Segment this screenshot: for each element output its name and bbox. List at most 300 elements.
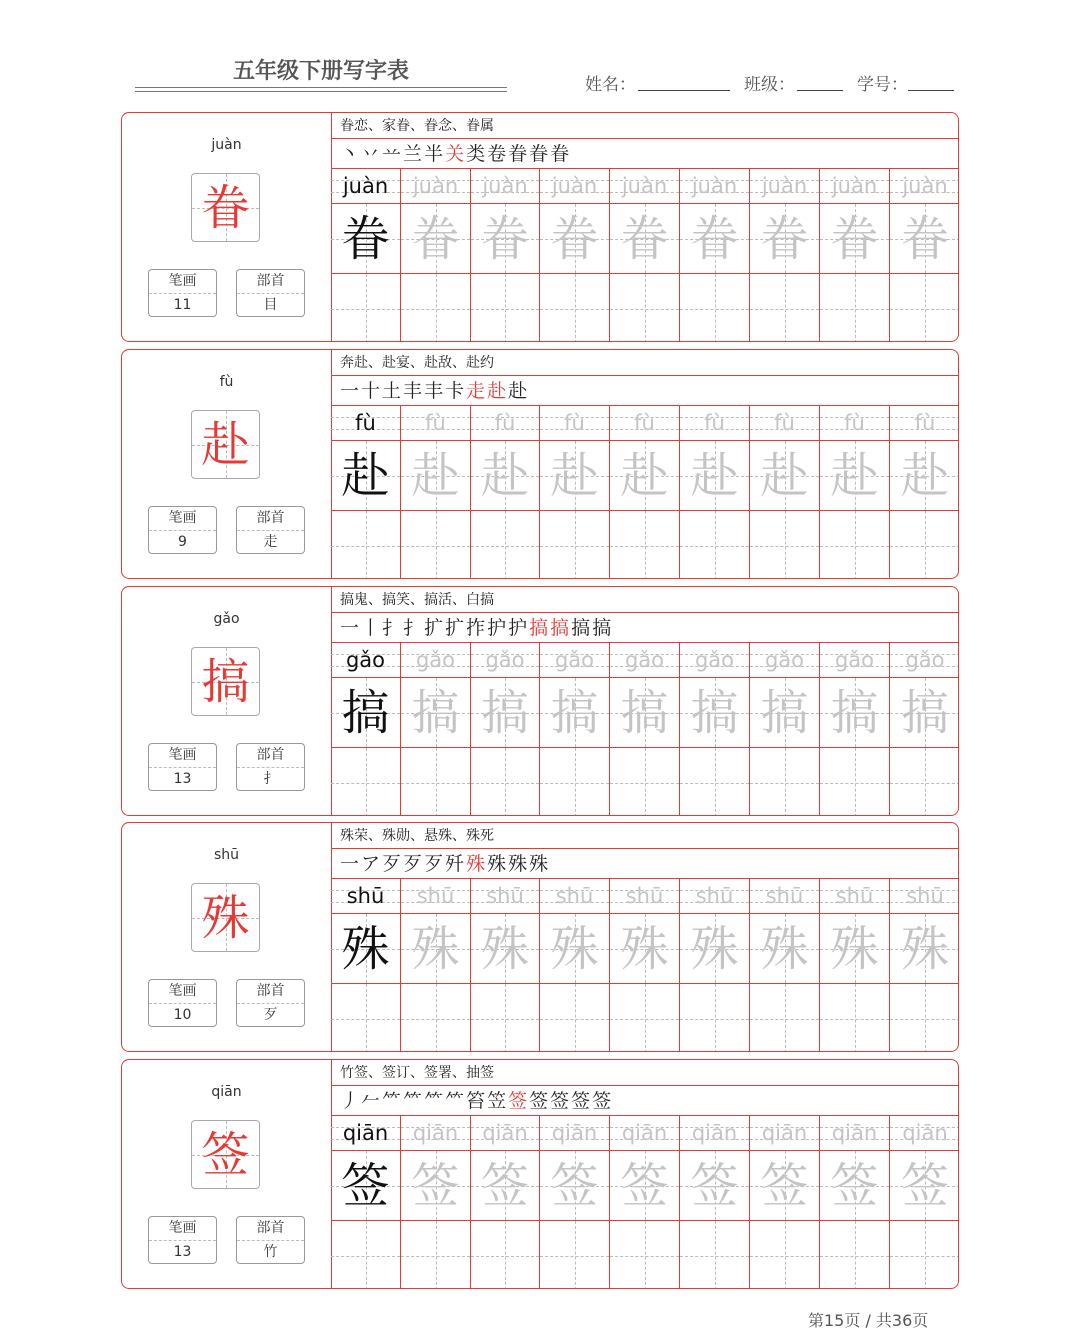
pinyin-cell[interactable] bbox=[680, 169, 750, 204]
radical-label: 部首 bbox=[237, 980, 304, 1004]
blank-writing-cell[interactable] bbox=[750, 1221, 820, 1289]
character-trace: 搞 bbox=[760, 685, 809, 741]
practice-grid bbox=[331, 879, 959, 1052]
pinyin-trace: juàn bbox=[902, 174, 948, 198]
blank-writing-cell[interactable] bbox=[820, 748, 890, 816]
tracing-cell[interactable] bbox=[890, 204, 959, 274]
pinyin-label: gǎo bbox=[213, 611, 240, 627]
blank-writing-cell[interactable] bbox=[680, 274, 750, 342]
stroke-count-value: 13 bbox=[173, 1244, 192, 1260]
blank-writing-cell[interactable] bbox=[820, 511, 890, 579]
pinyin-cell[interactable] bbox=[401, 169, 471, 204]
blank-writing-cell[interactable] bbox=[680, 748, 750, 816]
pinyin-trace: gǎo bbox=[764, 648, 805, 672]
blank-writing-cell[interactable] bbox=[331, 511, 401, 579]
character-trace: 搞 bbox=[830, 685, 879, 741]
pinyin-cell[interactable] bbox=[540, 169, 610, 204]
pinyin-cell[interactable] bbox=[401, 1116, 471, 1151]
stroke-step: 类 bbox=[466, 143, 488, 165]
pinyin-trace: juàn bbox=[831, 174, 878, 198]
number-label: 学号： bbox=[857, 75, 908, 95]
blank-writing-cell[interactable] bbox=[540, 1221, 610, 1289]
stroke-step: 赴 bbox=[487, 380, 509, 402]
practice-grid bbox=[331, 643, 959, 816]
blank-writing-cell[interactable] bbox=[750, 984, 820, 1052]
pinyin-cell[interactable] bbox=[820, 1116, 890, 1151]
tracing-cell[interactable] bbox=[540, 204, 610, 274]
stroke-step: ⺮ bbox=[382, 1090, 404, 1112]
tracing-cell[interactable] bbox=[750, 678, 820, 748]
blank-writing-cell[interactable] bbox=[890, 1221, 959, 1289]
blank-writing-cell[interactable] bbox=[610, 748, 680, 816]
name-label: 姓名： bbox=[585, 75, 636, 95]
character-model: 殊 bbox=[341, 921, 390, 977]
radical-value: 扌 bbox=[263, 771, 278, 787]
stroke-step: 半 bbox=[424, 143, 446, 165]
character-trace: 搞 bbox=[550, 685, 599, 741]
stroke-step: 殊 bbox=[487, 853, 509, 875]
character-box bbox=[191, 883, 260, 952]
pinyin-cell[interactable] bbox=[820, 169, 890, 204]
stroke-step: 眷 bbox=[529, 143, 551, 165]
tracing-cell[interactable] bbox=[471, 441, 540, 511]
stroke-step: 扩 bbox=[424, 617, 446, 639]
pinyin-trace: fù bbox=[634, 411, 655, 435]
stroke-order bbox=[331, 376, 959, 406]
blank-writing-cell[interactable] bbox=[540, 748, 610, 816]
pinyin-trace: shū bbox=[695, 884, 734, 908]
pinyin-label: fù bbox=[219, 374, 234, 390]
blank-writing-cell[interactable] bbox=[401, 1221, 471, 1289]
character-trace: 眷 bbox=[830, 211, 879, 267]
pinyin-cell[interactable] bbox=[540, 643, 610, 678]
pinyin-trace: gǎo bbox=[415, 648, 456, 672]
pinyin-trace: fù bbox=[844, 411, 865, 435]
character-trace: 赴 bbox=[620, 448, 669, 504]
radical-box bbox=[236, 269, 305, 317]
stroke-step: 丶 bbox=[340, 143, 362, 165]
pinyin-cell[interactable] bbox=[750, 879, 820, 914]
stroke-step: 扌 bbox=[382, 617, 404, 639]
character-trace: 殊 bbox=[760, 921, 809, 977]
character-trace: 搞 bbox=[900, 685, 949, 741]
pinyin-cell[interactable] bbox=[540, 879, 610, 914]
tracing-cell[interactable] bbox=[890, 441, 959, 511]
tracing-cell[interactable] bbox=[401, 441, 471, 511]
stroke-order bbox=[331, 1086, 959, 1116]
pinyin-cell[interactable] bbox=[331, 879, 401, 914]
tracing-cell[interactable] bbox=[610, 1151, 680, 1221]
blank-writing-cell[interactable] bbox=[331, 984, 401, 1052]
blank-writing-cell[interactable] bbox=[890, 748, 959, 816]
blank-writing-cell[interactable] bbox=[890, 984, 959, 1052]
character-trace: 签 bbox=[550, 1158, 599, 1214]
tracing-cell[interactable] bbox=[680, 1151, 750, 1221]
stroke-step: 丰 bbox=[424, 380, 446, 402]
model-character: 搞 bbox=[201, 654, 250, 710]
pinyin-cell[interactable] bbox=[680, 879, 750, 914]
tracing-cell[interactable] bbox=[401, 914, 471, 984]
character-trace: 赴 bbox=[550, 448, 599, 504]
model-character: 殊 bbox=[201, 890, 250, 946]
tracing-cell[interactable] bbox=[610, 204, 680, 274]
tracing-cell[interactable] bbox=[680, 441, 750, 511]
tracing-cell[interactable] bbox=[540, 1151, 610, 1221]
stroke-step: 卷 bbox=[487, 143, 509, 165]
blank-writing-cell[interactable] bbox=[540, 984, 610, 1052]
pinyin-trace: shū bbox=[906, 884, 944, 908]
pinyin-cell[interactable] bbox=[890, 406, 959, 441]
pinyin-cell[interactable] bbox=[540, 1116, 610, 1151]
stroke-count-value: 13 bbox=[173, 771, 192, 787]
tracing-cell[interactable] bbox=[680, 204, 750, 274]
character-trace: 签 bbox=[411, 1158, 460, 1214]
blank-writing-cell[interactable] bbox=[331, 1221, 401, 1289]
name-blank[interactable] bbox=[638, 90, 730, 91]
character-card bbox=[121, 586, 959, 816]
tracing-cell[interactable] bbox=[540, 678, 610, 748]
word-examples: 搞鬼、搞笑、搞活、白搞 bbox=[331, 587, 959, 613]
title-underline bbox=[135, 87, 507, 88]
radical-value: 竹 bbox=[263, 1244, 278, 1260]
character-card bbox=[121, 349, 959, 579]
stroke-count-value: 11 bbox=[173, 297, 192, 313]
model-character: 眷 bbox=[201, 180, 250, 236]
character-card bbox=[121, 822, 959, 1052]
tracing-cell[interactable] bbox=[750, 914, 820, 984]
tracing-cell[interactable] bbox=[471, 678, 540, 748]
tracing-cell[interactable] bbox=[610, 678, 680, 748]
blank-writing-cell[interactable] bbox=[610, 511, 680, 579]
stroke-step: ⺮ bbox=[403, 1090, 425, 1112]
pinyin-cell[interactable] bbox=[401, 643, 471, 678]
number-blank[interactable] bbox=[908, 90, 954, 91]
radical-box bbox=[236, 506, 305, 554]
stroke-step: 歹 bbox=[403, 853, 425, 875]
pinyin-trace: gǎo bbox=[624, 648, 665, 672]
tracing-cell[interactable] bbox=[331, 678, 401, 748]
stroke-count-box bbox=[148, 1216, 217, 1264]
stroke-step: 扌 bbox=[403, 617, 425, 639]
pinyin-trace: shū bbox=[555, 884, 594, 908]
stroke-step: 护 bbox=[487, 617, 509, 639]
pinyin-cell[interactable] bbox=[331, 406, 401, 441]
pinyin-cell[interactable] bbox=[331, 643, 401, 678]
character-trace: 眷 bbox=[550, 211, 599, 267]
stroke-step: 歹 bbox=[382, 853, 404, 875]
stroke-step: 殊 bbox=[508, 853, 530, 875]
tracing-cell[interactable] bbox=[820, 204, 890, 274]
stroke-step: 歼 bbox=[445, 853, 467, 875]
pinyin-cell[interactable] bbox=[540, 406, 610, 441]
tracing-cell[interactable] bbox=[890, 914, 959, 984]
pinyin-trace: gǎo bbox=[694, 648, 735, 672]
blank-writing-cell[interactable] bbox=[820, 1221, 890, 1289]
character-trace: 赴 bbox=[760, 448, 809, 504]
tracing-cell[interactable] bbox=[820, 441, 890, 511]
stroke-step: 搞 bbox=[592, 617, 614, 639]
pinyin-label: qiān bbox=[211, 1084, 242, 1100]
radical-box bbox=[236, 1216, 305, 1264]
blank-writing-cell[interactable] bbox=[750, 274, 820, 342]
pinyin-model: shū bbox=[346, 884, 385, 908]
stroke-step: 护 bbox=[508, 617, 530, 639]
tracing-cell[interactable] bbox=[680, 914, 750, 984]
pinyin-trace: qiān bbox=[761, 1121, 808, 1145]
stroke-count-value: 9 bbox=[178, 534, 187, 550]
pinyin-cell[interactable] bbox=[890, 643, 959, 678]
stroke-count-box bbox=[148, 979, 217, 1027]
tracing-cell[interactable] bbox=[331, 914, 401, 984]
blank-writing-cell[interactable] bbox=[471, 274, 540, 342]
pinyin-cell[interactable] bbox=[401, 879, 471, 914]
stroke-step: 签 bbox=[592, 1090, 614, 1112]
pinyin-trace: qiān bbox=[831, 1121, 878, 1145]
stroke-step: 搞 bbox=[529, 617, 551, 639]
stroke-count-label: 笔画 bbox=[149, 1217, 216, 1241]
blank-writing-cell[interactable] bbox=[471, 1221, 540, 1289]
character-trace: 殊 bbox=[690, 921, 739, 977]
pinyin-trace: shū bbox=[416, 884, 455, 908]
pinyin-cell[interactable] bbox=[820, 879, 890, 914]
pinyin-cell[interactable] bbox=[680, 1116, 750, 1151]
blank-writing-cell[interactable] bbox=[401, 984, 471, 1052]
pinyin-trace: fù bbox=[774, 411, 795, 435]
blank-writing-cell[interactable] bbox=[610, 984, 680, 1052]
tracing-cell[interactable] bbox=[331, 204, 401, 274]
tracing-cell[interactable] bbox=[471, 914, 540, 984]
pinyin-cell[interactable] bbox=[471, 406, 540, 441]
pinyin-cell[interactable] bbox=[750, 1116, 820, 1151]
character-model: 签 bbox=[341, 1158, 390, 1214]
stroke-order bbox=[331, 849, 959, 879]
pinyin-model: fù bbox=[355, 411, 376, 435]
tracing-cell[interactable] bbox=[890, 678, 959, 748]
pinyin-trace: fù bbox=[564, 411, 585, 435]
tracing-cell[interactable] bbox=[401, 1151, 471, 1221]
stroke-step: 一 bbox=[340, 617, 362, 639]
tracing-cell[interactable] bbox=[820, 1151, 890, 1221]
radical-label: 部首 bbox=[237, 1217, 304, 1241]
blank-writing-cell[interactable] bbox=[750, 511, 820, 579]
blank-writing-cell[interactable] bbox=[680, 984, 750, 1052]
pinyin-cell[interactable] bbox=[680, 406, 750, 441]
blank-writing-cell[interactable] bbox=[820, 984, 890, 1052]
tracing-cell[interactable] bbox=[540, 441, 610, 511]
stroke-step: 签 bbox=[571, 1090, 593, 1112]
pinyin-model: gǎo bbox=[345, 648, 386, 672]
blank-writing-cell[interactable] bbox=[890, 511, 959, 579]
character-card bbox=[121, 1059, 959, 1289]
pinyin-trace: shū bbox=[765, 884, 804, 908]
radical-box bbox=[236, 979, 305, 1027]
stroke-step: 卡 bbox=[445, 380, 467, 402]
blank-writing-cell[interactable] bbox=[540, 274, 610, 342]
character-box bbox=[191, 410, 260, 479]
class-blank[interactable] bbox=[797, 90, 843, 91]
character-info-panel bbox=[122, 113, 332, 341]
pinyin-cell[interactable] bbox=[890, 169, 959, 204]
stroke-step: 签 bbox=[529, 1090, 551, 1112]
radical-box bbox=[236, 743, 305, 791]
tracing-cell[interactable] bbox=[610, 914, 680, 984]
stroke-step: ア bbox=[361, 853, 383, 875]
stroke-step: 丨 bbox=[361, 617, 383, 639]
tracing-cell[interactable] bbox=[820, 914, 890, 984]
title-underline-2 bbox=[135, 91, 507, 92]
pinyin-trace: gǎo bbox=[905, 648, 945, 672]
pinyin-cell[interactable] bbox=[750, 406, 820, 441]
blank-writing-cell[interactable] bbox=[331, 274, 401, 342]
pinyin-cell[interactable] bbox=[750, 643, 820, 678]
blank-writing-cell[interactable] bbox=[610, 274, 680, 342]
pinyin-trace: fù bbox=[914, 411, 936, 435]
practice-grid bbox=[331, 406, 959, 579]
word-examples: 殊荣、殊勋、悬殊、殊死 bbox=[331, 823, 959, 849]
stroke-count-value: 10 bbox=[173, 1007, 192, 1023]
character-model: 眷 bbox=[341, 211, 390, 267]
character-card bbox=[121, 112, 959, 342]
blank-writing-cell[interactable] bbox=[401, 748, 471, 816]
stroke-step: 搞 bbox=[571, 617, 593, 639]
pinyin-cell[interactable] bbox=[610, 406, 680, 441]
stroke-step: 笠 bbox=[487, 1090, 509, 1112]
pinyin-cell[interactable] bbox=[610, 879, 680, 914]
character-trace: 签 bbox=[760, 1158, 809, 1214]
blank-writing-cell[interactable] bbox=[471, 511, 540, 579]
blank-writing-cell[interactable] bbox=[331, 748, 401, 816]
tracing-cell[interactable] bbox=[680, 678, 750, 748]
stroke-step: 土 bbox=[382, 380, 404, 402]
tracing-cell[interactable] bbox=[750, 441, 820, 511]
radical-value: 歹 bbox=[263, 1007, 278, 1023]
tracing-cell[interactable] bbox=[331, 441, 401, 511]
tracing-cell[interactable] bbox=[750, 204, 820, 274]
pinyin-trace: shū bbox=[835, 884, 874, 908]
stroke-step: 十 bbox=[361, 380, 383, 402]
character-trace: 赴 bbox=[830, 448, 879, 504]
pinyin-trace: fù bbox=[425, 411, 446, 435]
stroke-step: 搞 bbox=[550, 617, 572, 639]
tracing-cell[interactable] bbox=[750, 1151, 820, 1221]
stroke-step: 一 bbox=[340, 380, 362, 402]
blank-writing-cell[interactable] bbox=[401, 274, 471, 342]
tracing-cell[interactable] bbox=[471, 1151, 540, 1221]
pinyin-trace: qiān bbox=[902, 1121, 948, 1145]
stroke-step: 丷 bbox=[361, 143, 383, 165]
character-trace: 眷 bbox=[690, 211, 739, 267]
character-trace: 签 bbox=[620, 1158, 669, 1214]
pinyin-cell[interactable] bbox=[610, 169, 680, 204]
model-character: 签 bbox=[201, 1127, 250, 1183]
pinyin-cell[interactable] bbox=[890, 1116, 959, 1151]
pinyin-cell[interactable] bbox=[890, 879, 959, 914]
character-trace: 签 bbox=[480, 1158, 529, 1214]
character-trace: 殊 bbox=[620, 921, 669, 977]
pinyin-cell[interactable] bbox=[331, 1116, 401, 1151]
pinyin-trace: gǎo bbox=[834, 648, 875, 672]
pinyin-trace: juàn bbox=[761, 174, 808, 198]
stroke-count-box bbox=[148, 269, 217, 317]
stroke-step: 䒑 bbox=[382, 143, 404, 165]
blank-writing-cell[interactable] bbox=[680, 1221, 750, 1289]
page-title: 五年级下册写字表 bbox=[232, 59, 409, 84]
radical-value: 目 bbox=[263, 297, 278, 313]
pinyin-cell[interactable] bbox=[471, 643, 540, 678]
stroke-step: 眷 bbox=[508, 143, 530, 165]
character-trace: 殊 bbox=[550, 921, 599, 977]
blank-writing-cell[interactable] bbox=[820, 274, 890, 342]
pinyin-trace: qiān bbox=[691, 1121, 738, 1145]
blank-writing-cell[interactable] bbox=[471, 984, 540, 1052]
pinyin-trace: juàn bbox=[412, 174, 459, 198]
blank-writing-cell[interactable] bbox=[540, 511, 610, 579]
stroke-step: 兰 bbox=[403, 143, 425, 165]
character-info-panel bbox=[122, 823, 332, 1051]
character-info-panel bbox=[122, 587, 332, 815]
stroke-count-label: 笔画 bbox=[149, 507, 216, 531]
tracing-cell[interactable] bbox=[401, 204, 471, 274]
character-trace: 赴 bbox=[900, 448, 949, 504]
pinyin-cell[interactable] bbox=[471, 1116, 540, 1151]
pinyin-cell[interactable] bbox=[820, 406, 890, 441]
pinyin-cell[interactable] bbox=[750, 169, 820, 204]
blank-writing-cell[interactable] bbox=[401, 511, 471, 579]
pinyin-trace: shū bbox=[625, 884, 664, 908]
stroke-step: 拃 bbox=[466, 617, 488, 639]
class-label: 班级： bbox=[744, 75, 795, 95]
tracing-cell[interactable] bbox=[471, 204, 540, 274]
pinyin-trace: juàn bbox=[482, 174, 528, 198]
blank-writing-cell[interactable] bbox=[680, 511, 750, 579]
tracing-cell[interactable] bbox=[331, 1151, 401, 1221]
pinyin-cell[interactable] bbox=[401, 406, 471, 441]
blank-writing-cell[interactable] bbox=[471, 748, 540, 816]
page-number: 第15页 / 共36页 bbox=[808, 1311, 929, 1330]
pinyin-cell[interactable] bbox=[331, 169, 401, 204]
blank-writing-cell[interactable] bbox=[610, 1221, 680, 1289]
stroke-order bbox=[331, 139, 959, 169]
character-trace: 搞 bbox=[690, 685, 739, 741]
pinyin-cell[interactable] bbox=[610, 1116, 680, 1151]
tracing-cell[interactable] bbox=[890, 1151, 959, 1221]
tracing-cell[interactable] bbox=[610, 441, 680, 511]
tracing-cell[interactable] bbox=[401, 678, 471, 748]
stroke-step: 签 bbox=[550, 1090, 572, 1112]
stroke-step: 殊 bbox=[529, 853, 551, 875]
tracing-cell[interactable] bbox=[540, 914, 610, 984]
stroke-count-label: 笔画 bbox=[149, 270, 216, 294]
pinyin-cell[interactable] bbox=[820, 643, 890, 678]
radical-value: 走 bbox=[263, 534, 278, 550]
stroke-step: 关 bbox=[445, 143, 467, 165]
pinyin-cell[interactable] bbox=[680, 643, 750, 678]
pinyin-cell[interactable] bbox=[610, 643, 680, 678]
tracing-cell[interactable] bbox=[820, 678, 890, 748]
pinyin-cell[interactable] bbox=[471, 879, 540, 914]
blank-writing-cell[interactable] bbox=[750, 748, 820, 816]
character-trace: 搞 bbox=[620, 685, 669, 741]
character-trace: 搞 bbox=[411, 685, 460, 741]
pinyin-trace: qiān bbox=[482, 1121, 528, 1145]
pinyin-trace: gǎo bbox=[485, 648, 525, 672]
blank-writing-cell[interactable] bbox=[890, 274, 959, 342]
character-trace: 眷 bbox=[411, 211, 460, 267]
pinyin-trace: qiān bbox=[551, 1121, 598, 1145]
stroke-step: 扩 bbox=[445, 617, 467, 639]
pinyin-cell[interactable] bbox=[471, 169, 540, 204]
stroke-step: 签 bbox=[508, 1090, 530, 1112]
